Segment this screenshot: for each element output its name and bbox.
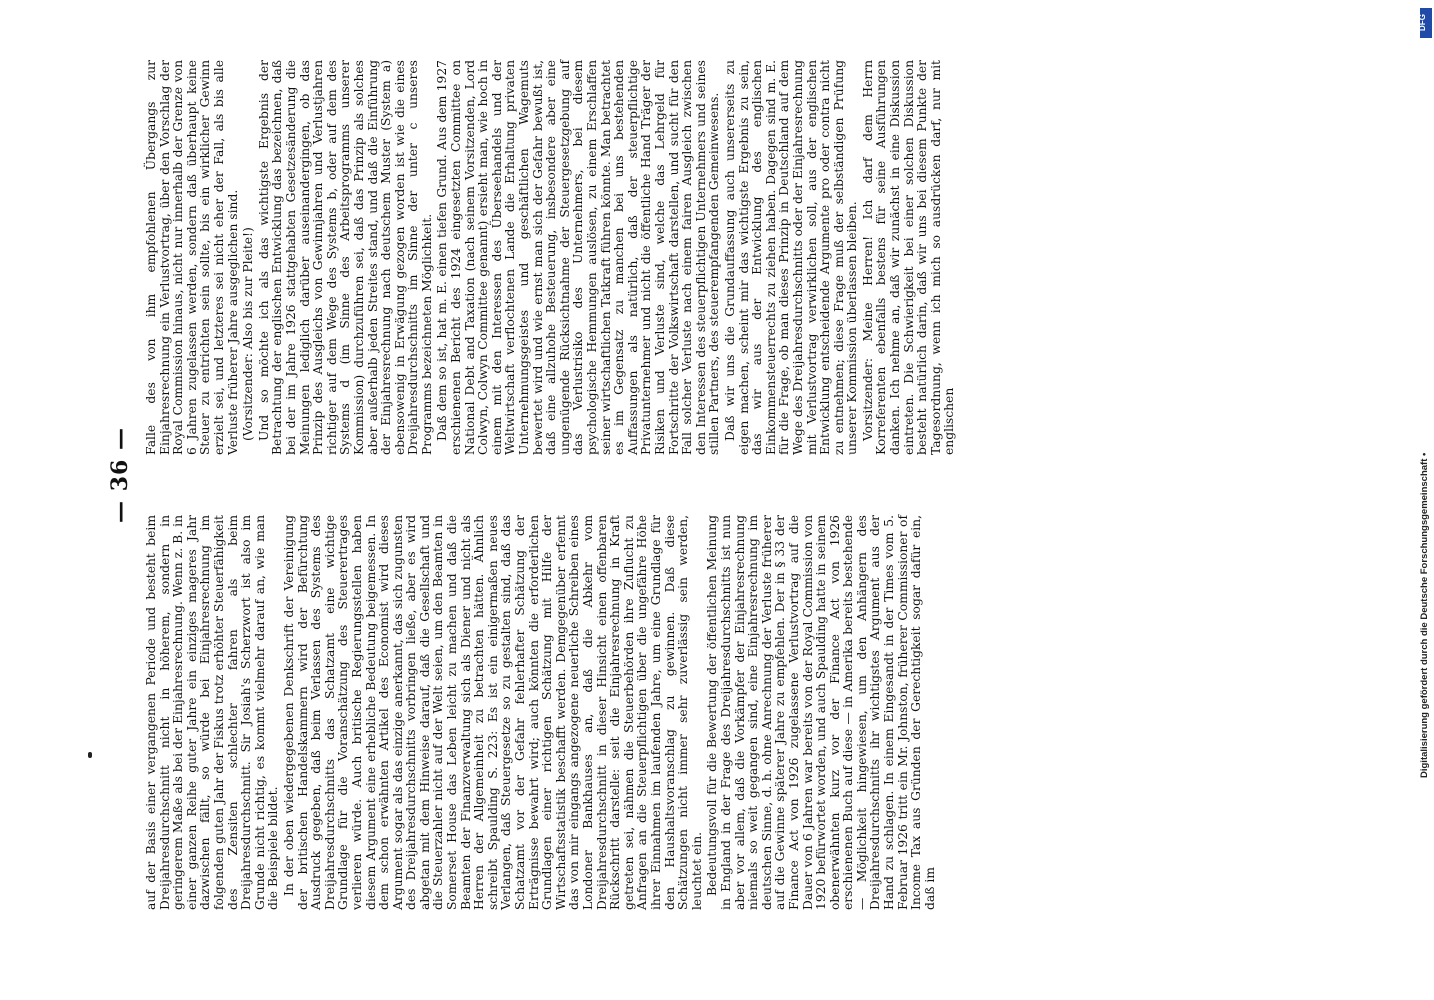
right-column (145, 60, 959, 455)
paragraph: Daß wir uns die Grundauffassung auch unsererseits zu eigen machen, scheint mir das wichtigste Ergebnis zu sein, das wir aus der Entwicklung des englischen Einkommensteuerrechts zu ziehen haben. Dagegen sind m. E. für die Frage, ob man dieses Prinzip in Deutschland auf dem Wege des Dreijahresdurchschnitts oder der Einjahresrechnung mit Verlustvortrag verwirklichen soll, aus der englischen Entwicklung entscheidende Argumente pro oder contra nicht zu entnehmen; diese Frage muß der selbständigen Prüfung unserer Kommission überlassen bleiben. (722, 60, 860, 455)
rotated-text-block (105, 25, 1355, 925)
paragraph: Daß dem so ist, hat m. E. einen tiefen Grund. Aus dem 1927 erschienenen Bericht des 1924 eingesetzten Committee on National Debt and Taxation (nach seinem Vorsitzenden, Lord Colwyn, Colwyn Committee genannt) ersieht man, wie hoch in einem mit den Interessen des Überseehandels und der Weltwirtschaft verflochtenen Lande die Erhaltung privaten Unternehmungsgeistes und geschäftlichen Wagemuts bewertet wird und wie ernst man sich der Gefahr bewußt ist, daß eine allzuhohe Besteuerung, insbesondere aber eine ungenügende Rücksichtnahme der Steuergesetzgebung auf das Verlustrisiko des Unternehmers, bei diesem psychologische Hemmungen auslösen, zu einem Erschlaffen seiner wirtschaftlichen Tatkraft führen könnte. Man betrachtet es im Gegensatz zu manchen bei uns bestehenden Auffassungen als natürlich, daß der steuerpflichtige Privatunternehmer und nicht die öffentliche Hand Träger der Risiken und Verluste sind, welche das Lehrgeld für Fortschritte der Volkswirtschaft darstellen, und sucht für den Fall solcher Verluste nach einem fairen Ausgleich zwischen den Interessen des steuerpflichtigen Unternehmers und seines stillen Partners, des steuerempfangenden Gemeinwesens. (435, 60, 722, 455)
paragraph: auf der Basis einer vergangenen Periode und besteht beim Dreijahresdurchschnitt nicht in höherem, sondern in geringerem Maße als bei der Einjahresrechnung. Wenn z. B. in einer ganzen Reihe guter Jahre ein einziges mageres Jahr dazwischen fällt, so würde bei Einjahresrechnung im folgenden guten Jahr der Fiskus trotz erhöhter Steuerfähigkeit des Zensiten schlechter fahren als beim Dreijahresdurchschnitt. Sir Josiah's Scherzwort ist also im Grunde nicht richtig, es kommt vielmehr darauf an, wie man die Beispiele bildet. (144, 515, 281, 910)
page-number: — 36 — (107, 427, 133, 523)
paragraph: Und so möchte ich als das wichtigste Ergebnis der Betrachtung der englischen Entwicklung das bezeichnen, daß bei der im Jahre 1926 stattgehabten Gesetzesänderung die Meinungen lediglich darüber auseinandergingen, ob das Prinzip des Ausgleichs von Gewinnjahren und Verlustjahren richtiger auf dem Wege des Systems b, oder auf dem des Systems d (im Sinne des Arbeitsprogramms unserer Kommission) durchzuführen sei, daß das Prinzip als solches aber außerhalb jeden Streites stand, und daß die Einführung der Einjahresrechnung nach deutschem Muster (System a) ebensowenig in Erwägung gezogen worden ist wie die eines Dreijahresdurchschnitts im Sinne der unter c unseres Programms bezeichneten Möglichkeit. (256, 60, 434, 455)
dfg-logo-icon (1417, 8, 1432, 38)
paragraph: (Vorsitzender: Also bis zur Pleite!) (241, 227, 256, 441)
paragraph: Vorsitzender: Meine Herren! Ich darf dem Herrn Korreferenten ebenfalls bestens für seine Ausführungen danken. Ich nehme an, daß wir zunächst in eine Diskussion eintreten. Die Schwierigkeit bei einer solchen Diskussion besteht natürlich darin, daß wir uns bei diesem Punkte der Tagesordnung, wenn ich mich so ausdrücken darf, nur mit englischen (860, 60, 957, 455)
left-column (145, 515, 939, 910)
funding-notice: Digitalisierung gefördert durch die Deutsche Forschungsgemeinschaft • (1419, 452, 1430, 778)
digitization-stamp (1418, 8, 1432, 988)
dfg-logo-label: DFG (1417, 14, 1427, 31)
paragraph: In der oben wiedergegebenen Denkschrift der Vereinigung der britischen Handelskammern wird der Befürchtung Ausdruck gegeben, daß beim Verlassen des Systems des Dreijahresdurchschnitts das Schatzamt eine wichtige Grundlage für die Voranschätzung des Steuerertrages verlieren würde. Auch britische Regierungsstellen haben diesem Argument eine erhebliche Bedeutung beigemessen. In dem schon erwähnten Artikel des Economist wird dieses Argument sogar als das einzige anerkannt, das sich zugunsten des Dreijahresdurchschnitts vorbringen ließe, aber es wird abgetan mit dem Hinweise darauf, daß die Gesellschaft und die Steuerzahler nicht auf der Welt seien, um den Beamten in Somerset House das Leben leicht zu machen und daß die Beamten der Finanzverwaltung sich als Diener und nicht als Herren der Allgemeinheit zu betrachten hätten. Ähnlich schreibt Spaulding S. 223: Es ist ein einigermaßen neues Verlangen, daß Steuergesetze so zu gestalten sind, daß das Schatzamt vor der Gefahr fehlerhafter Schätzung der Erträgnisse bewahrt wird; auch könnten die erforderlichen Grundlagen einer richtigen Schätzung mit Hilfe der Wirtschaftsstatistik beschafft werden. Demgegenüber erfennt das von mir eingangs angezogene neuerliche Schreiben eines Londoner Bankhauses an, daß die Abkehr vom Dreijahresdurchschnitt in dieser Hinsicht einen offenbaren Rückschritt darstelle: seit die Einjahresrechnung in Kraft getreten sei, nähmen die Steuerbehörden ihre Zuflucht zu Anfragen an die Steuerpflichtigen über die ungefähre Höhe ihrer Einnahmen im laufenden Jahre, um eine Grundlage für den Haushaltsvoranschlag zu gewinnen. Daß diese Schätzungen nicht immer sehr zuverlässig sein werden, leuchtet ein. (281, 515, 704, 910)
paragraph: Bedeutungsvoll für die Bewertung der öffentlichen Meinung in England in der Frage des Dreijahresdurchschnitts ist nun aber vor allem, daß die Vorkämpfer der Einjahresrechnung niemals so weit gegangen sind, eine Einjahresrechnung im deutschen Sinne, d. h. ohne Anrechnung der Verluste früherer auf die Gewinne späterer Jahre zu empfehlen. Der in § 33 der Finance Act von 1926 zugelassene Verlustvortrag auf die Dauer von 6 Jahren war bereits von der Royal Commission von 1920 befürwortet worden, und auch Spaulding hatte in seinem obenerwähnten kurz vor der Finance Act von 1926 erschienenen Buch auf diese — in Amerika bereits bestehende — Möglichkeit hingewiesen, um den Anhängern des Dreijahresdurchschnitts ihr wichtigstes Argument aus der Hand zu schlagen. In einem Eingesandt in der Times vom 5. Februar 1926 tritt ein Mr. Johnston, früherer Commissioner of Income Tax aus Gründen der Gerechtigkeit sogar dafür ein, daß im (705, 515, 937, 910)
ink-spot (88, 752, 92, 758)
paragraph: Falle des von ihm empfohlenen Übergangs zur Einjahresrechnung ein Verlustvortrag, über den Vorschlag der Royal Commission hinaus, nicht nur innerhalb der Grenze von 6 Jahren zugelassen werden, sondern daß überhaupt keine Steuer zu entrichten sein sollte, bis ein wirklicher Gewinn erzielt sei, und letzteres sei nicht eher der Fall, als bis alle Verluste früherer Jahre ausgeglichen sind. (144, 60, 240, 455)
